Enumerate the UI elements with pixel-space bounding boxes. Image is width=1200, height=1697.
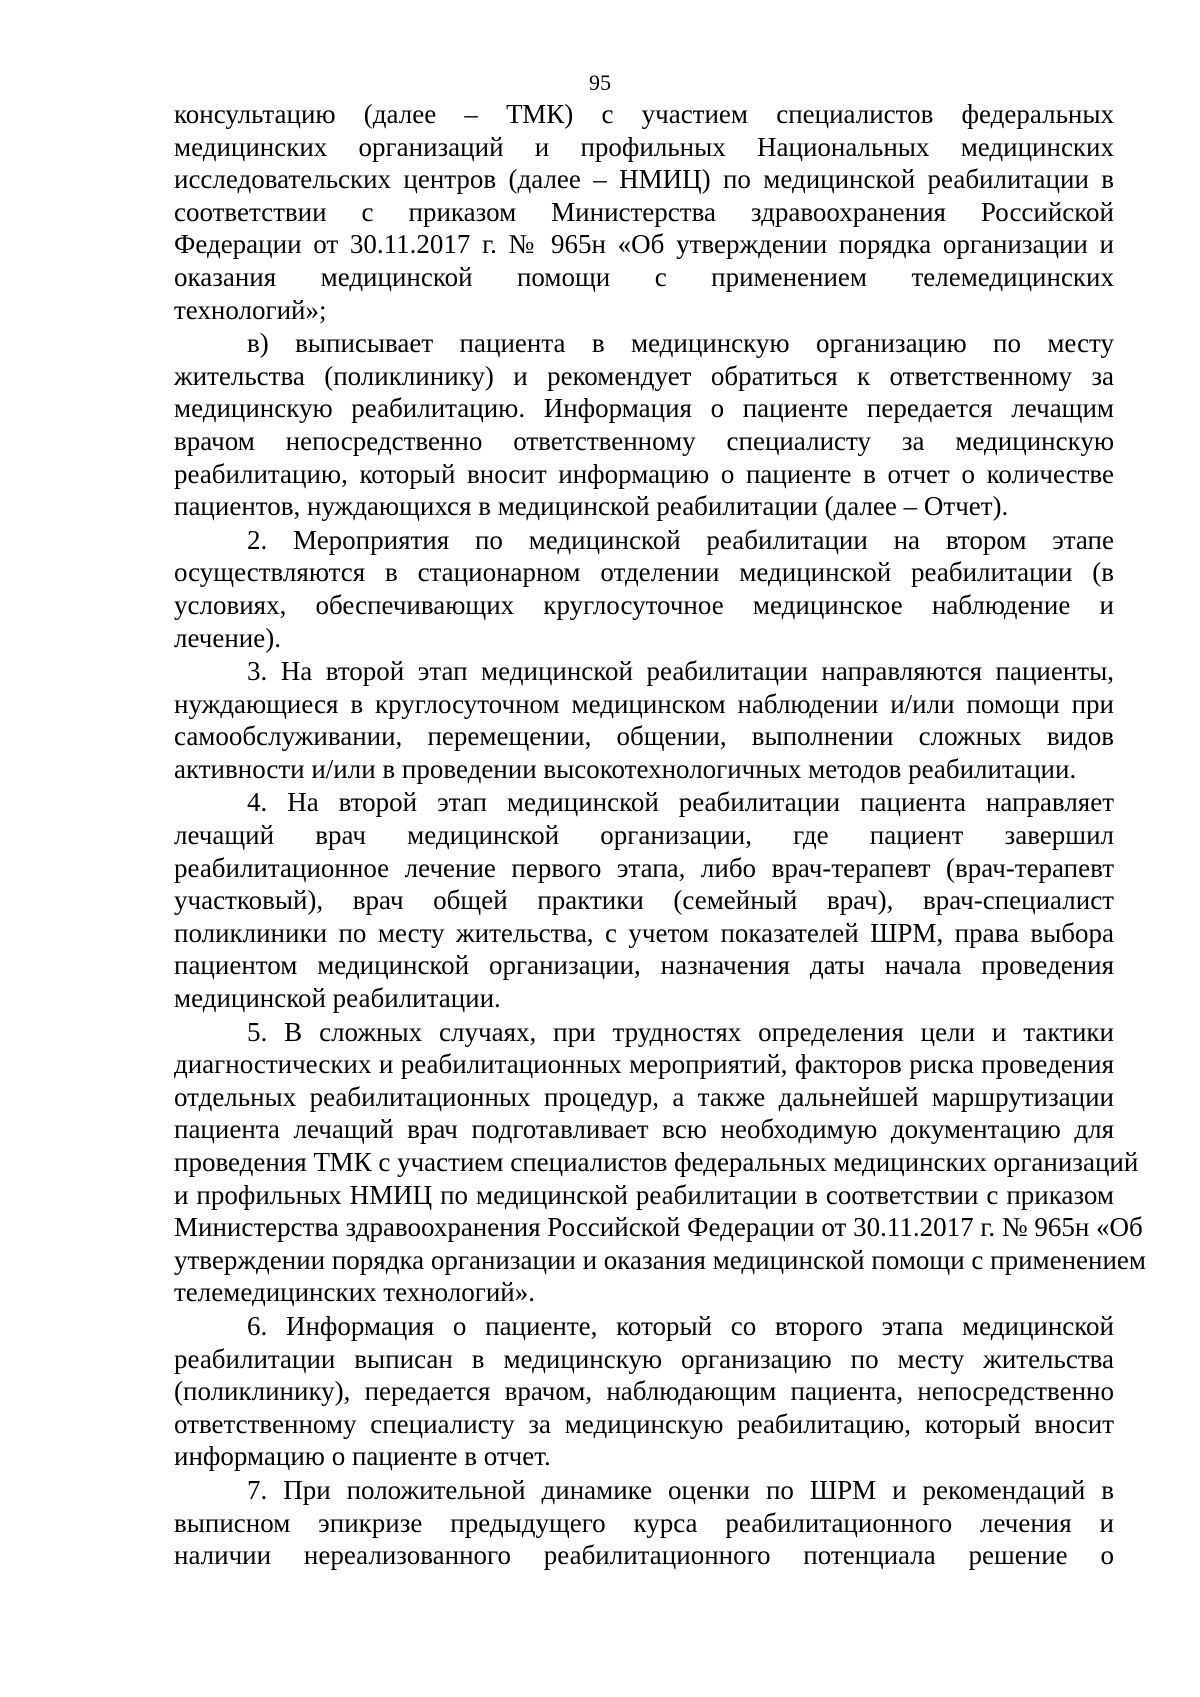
text-line: отдельных реабилитационных процедур, а также дальнейшей маршрутизации <box>174 1081 1114 1112</box>
paragraph <box>174 1474 1114 1572</box>
text-line: консультацию (далее – ТМК) с участием специалистов федеральных <box>174 99 1114 129</box>
text-line: пациента лечащий врач подготавливает всю необходимую документацию для <box>174 1114 1114 1145</box>
text-line: 7. При положительной динамике оценки по ШРМ и рекомендаций в <box>247 1474 1114 1505</box>
text-line: нуждающиеся в круглосуточном медицинском наблюдении и/или помощи при <box>174 688 1114 719</box>
text-line: лечение). <box>174 622 281 653</box>
text-line: соответствии с приказом Министерства здравоохранения Российской <box>174 196 1114 227</box>
text-line: информацию о пациенте в отчет. <box>174 1441 551 1472</box>
text-line: медицинскую реабилитацию. Информация о пациенте передается лечащим <box>174 393 1114 424</box>
text-line: (поликлинику), передается врачом, наблюдающим пациента, непосредственно <box>174 1376 1114 1407</box>
text-line: 6. Информация о пациенте, который со второго этапа медицинской <box>247 1310 1114 1341</box>
text-line: выписном эпикризе предыдущего курса реабилитационного лечения и <box>174 1507 1114 1538</box>
text-line: Министерства здравоохранения Российской Федерации от 30.11.2017 г. № 965н «Об <box>174 1212 1143 1243</box>
text-line: реабилитационное лечение первого этапа, либо врач-терапевт (врач-терапевт <box>174 852 1114 883</box>
document-body <box>174 98 1146 1572</box>
text-line: Федерации от 30.11.2017 г. № 965н «Об утверждении порядка организации и <box>174 229 1114 260</box>
text-line: поликлиники по месту жительства, с учетом показателей ШРМ, права выбора <box>174 917 1114 948</box>
text-line: диагностических и реабилитационных мероприятий, факторов риска проведения <box>174 1049 1114 1080</box>
text-line: врачом непосредственно ответственному специалисту за медицинскую <box>174 425 1114 456</box>
text-line: 2. Мероприятия по медицинской реабилитации на втором этапе <box>247 524 1114 555</box>
text-line: участковый), врач общей практики (семейный врач), врач-специалист <box>174 885 1114 916</box>
text-line: исследовательских центров (далее – НМИЦ) по медицинской реабилитации в <box>174 164 1114 195</box>
text-line: жительства (поликлинику) и рекомендует обратиться к ответственному за <box>174 360 1114 391</box>
text-line: ответственному специалисту за медицинскую реабилитацию, который вносит <box>174 1408 1114 1439</box>
paragraph <box>174 327 1114 523</box>
text-line: проведения ТМК с участием специалистов федеральных медицинских организаций <box>174 1147 1139 1177</box>
text-line: осуществляются в стационарном отделении медицинской реабилитации (в <box>174 557 1114 588</box>
text-line: медицинской реабилитации. <box>174 983 501 1014</box>
text-line: медицинских организаций и профильных Национальных медицинских <box>174 131 1114 162</box>
text-line: технологий»; <box>174 294 327 325</box>
page-number: 95 <box>589 70 611 95</box>
text-line: самообслуживании, перемещении, общении, выполнении сложных видов <box>174 721 1114 752</box>
paragraph <box>174 98 1114 326</box>
text-line: утверждении порядка организации и оказания медицинской помощи с применением <box>174 1244 1146 1275</box>
text-line: пациентом медицинской организации, назначения даты начала проведения <box>174 950 1114 981</box>
text-line: и профильных НМИЦ по медицинской реабилитации в соответствии с приказом <box>174 1179 1114 1210</box>
paragraph <box>174 655 1114 785</box>
text-line: оказания медицинской помощи с применением телемедицинских <box>174 261 1114 292</box>
text-line: реабилитацию, который вносит информацию о пациенте в отчет о количестве <box>174 458 1114 489</box>
paragraph <box>174 524 1114 654</box>
text-line: лечащий врач медицинской организации, где пациент завершил <box>174 820 1114 851</box>
text-line: активности и/или в проведении высокотехнологичных методов реабилитации. <box>174 753 1077 784</box>
paragraph <box>174 1310 1114 1473</box>
text-line: в) выписывает пациента в медицинскую организацию по месту <box>247 328 1114 359</box>
text-line: 4. На второй этап медицинской реабилитации пациента направляет <box>247 787 1114 818</box>
paragraph <box>174 1016 1146 1309</box>
text-line: реабилитации выписан в медицинскую организацию по месту жительства <box>174 1343 1114 1374</box>
text-line: наличии нереализованного реабилитационного потенциала решение о <box>174 1540 1114 1571</box>
text-line: условиях, обеспечивающих круглосуточное медицинское наблюдение и <box>174 589 1114 620</box>
text-line: 5. В сложных случаях, при трудностях определения цели и тактики <box>247 1016 1114 1047</box>
paragraph <box>174 786 1114 1014</box>
text-line: 3. На второй этап медицинской реабилитации направляются пациенты, <box>247 656 1114 687</box>
text-line: пациентов, нуждающихся в медицинской реабилитации (далее – Отчет). <box>174 491 1009 522</box>
text-line: телемедицинских технологий». <box>174 1277 536 1308</box>
